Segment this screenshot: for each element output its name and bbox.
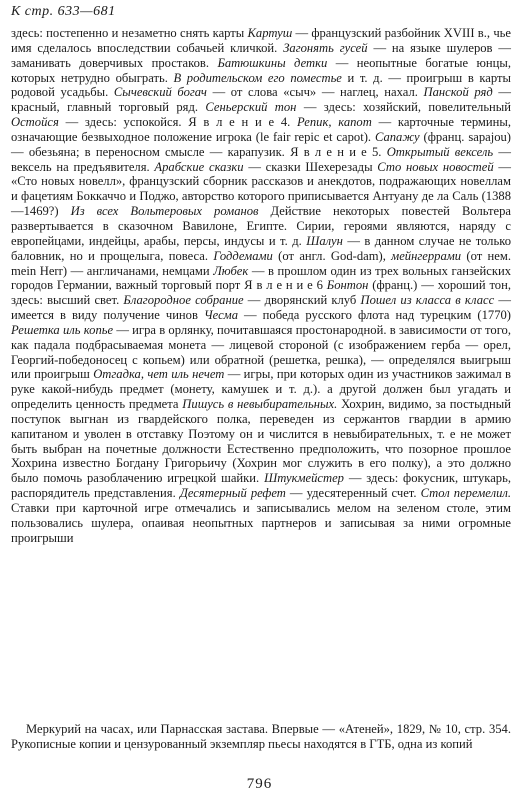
commentary-text: здесь: постепенно и незаметно снять карты Картуш — французский разбойник XVIII в., чье имя сделалось впоследствии собачьей кличкой. Загонять гусей — на языке шулеров — заманивать доверчивых простаков. Батюшкины детки — неопытные богатые юнцы, которых нетрудно обыграть. В родительском его поместье и т. д. — проигрыш в карты родовой усадьбы. Сычевский богач — от слова «сыч» — наглец, нахал. Панской ряд — красный, главный торговый ряд. Сеньерский тон — здесь: хозяйский, повелительный Остойся — здесь: успокойся. Я в л е н и е 4. Репик, капот — карточные термины, означающие безвыходное положение игрока (le fair repic et capot). Сапажу (франц. sapajou) — обезьяна; в переносном смысле — карапузик. Я в л е н и е 5. Открытый вексель — вексель на предъявителя. Арабские сказки — сказки Шехерезады Сто новых новостей — «Сто новых новелл», французский сборник рассказов и анекдотов, подражающих новеллам и фацетиям Боккаччо и Поджо, авторство которого приписывается Антуану де ла Саль (1388—1469?) Из всех Вольтеровых романов Действие некоторых повестей Вольтера развертывается в сказочном Вавилоне, Египте. Сирии, героями являются, наряду с европейцами, индейцы, арабы, персы, индусы и т. д. Шалун — в данном случае не только баловник, но и прощелыга, повеса. Годдемами (от англ. God-dam), мейнгеррами (от нем. mein Herr) — англичанами, немцами Любек — в прошлом один из трех вольных ганзейских городов Германии, важный торговый порт Я в л е н и е 6 Бонтон (франц.) — хороший тон, здесь: высший свет. Благородное собрание — дворянский клуб Пошел из класса в класс — имеется в виду получение чинов Чесма — победа русского флота над турецким (1770) Решетка иль копье — игра в орлянку, почитавшаяся простонародной. в зависимости от того, как падала подбрасываемая монета — лицевой стороной (с изображением герба — орел, Георгий-победоносец с копьем) или обратной (решетка, решка), — определялся выигрыш или проигрыш Отгадка, чет иль нечет — игры, при которых один из участников зажимал в руке какой-нибудь предмет (монету, камушек и т. д.). а другой должен был угадать и определить ценность предмета Пишусь в невыбирательных. Хохрин, видимо, за постыдный поступок выгнан из гвардейского полка, переведен из сержантов гвардии в армию капитаном и уволен в отставку Поэтому он и числится в невыбирательных, т. е не может быть выбран на почетные должности Естественно предположить, что позорное прошлое Хохрина известно Богдану Григорьичу (Хохрин мог служить в его полку), а это должно было помочь разоблачению игрецкой шайки. Штукмейстер — здесь: фокусник, штукарь, распорядитель представления. Десятерный рефет — удесятеренный счет. Стол перемелил. Ставки при карточной игре отмечались и записывались мелом на зеленом столе, этим пользовались шулера, опаивая неопытных партнеров и записывая за ними огромные проигрыши (11, 26, 512, 545)
commentary-paragraph (11, 26, 511, 546)
page-number: 796 (246, 776, 273, 792)
next-entry-paragraph: Меркурий на часах, или Парнасская застава. Впервые — «Атеней», 1829, № 10, стр. 354. Рукописные копии и цензурованный экземпляр пьесы находятся в ГТБ, одна из копий (11, 722, 511, 751)
running-head: К стр. 633—681 (11, 4, 116, 19)
